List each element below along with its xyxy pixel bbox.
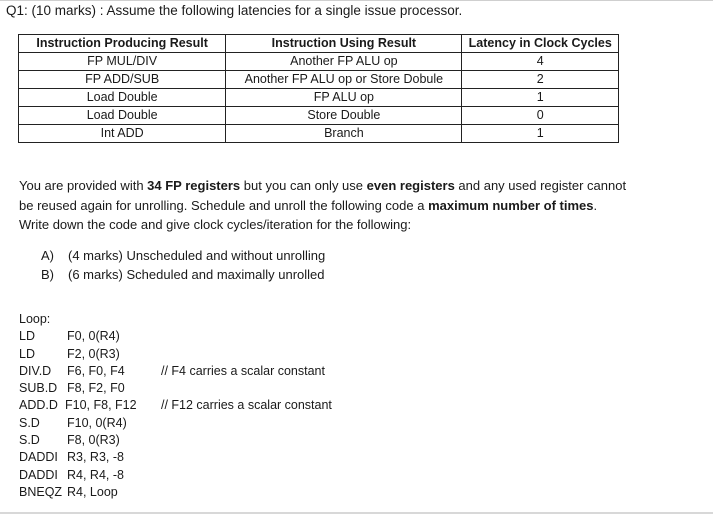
- code-opcode: SUB.D: [19, 381, 58, 396]
- cell-producing: FP ADD/SUB: [19, 71, 226, 89]
- code-opcode: DADDI: [19, 467, 58, 482]
- question-title: Q1: (10 marks) : Assume the following latencies for a single issue processor.: [6, 3, 463, 18]
- cell-latency: 1: [462, 89, 619, 107]
- code-operands: F10, F8, F12: [65, 398, 137, 413]
- code-opcode: LD: [19, 329, 35, 344]
- header-producing: Instruction Producing Result: [19, 35, 226, 53]
- code-operands: R3, R3, -8: [67, 450, 124, 465]
- cell-using: Another FP ALU op: [226, 53, 462, 71]
- cell-latency: 2: [462, 71, 619, 89]
- list-text: (6 marks) Scheduled and maximally unrolled: [68, 267, 325, 282]
- text-span: .: [593, 197, 598, 213]
- cell-producing: Int ADD: [19, 125, 226, 143]
- code-operands: F8, 0(R3): [67, 433, 120, 448]
- code-opcode: BNEQZ: [19, 484, 63, 499]
- loop-label: Loop:: [19, 312, 51, 326]
- list-item: [41, 265, 325, 284]
- text-span: be reused again for unrolling. Schedule and unroll the following code a: [19, 197, 429, 213]
- table-row: [19, 107, 619, 125]
- table-header-row: [19, 35, 619, 53]
- table-row: [19, 71, 619, 89]
- instructions-line-3: Write down the code and give clock cycles/iteration for the following:: [19, 217, 412, 232]
- list-item: [41, 246, 325, 265]
- code-opcode: S.D: [19, 433, 40, 448]
- instructions-paragraph: [19, 176, 639, 235]
- cell-latency: 1: [462, 125, 619, 143]
- code-operands: F0, 0(R4): [67, 329, 120, 344]
- latency-table: [18, 34, 619, 143]
- cell-latency: 4: [462, 53, 619, 71]
- table-row: [19, 89, 619, 107]
- instructions-line-2: [19, 196, 639, 216]
- cell-using: Another FP ALU op or Store Dobule: [226, 71, 462, 89]
- cell-producing: Load Double: [19, 89, 226, 107]
- cell-using: Branch: [226, 125, 462, 143]
- text-span: but you can only use: [240, 178, 367, 193]
- emphasis-maximum-times: maximum number of times: [428, 197, 594, 213]
- table-row: [19, 125, 619, 143]
- code-operands: F10, 0(R4): [67, 415, 127, 430]
- instructions-line-1: [19, 176, 639, 196]
- cell-producing: FP MUL/DIV: [19, 53, 226, 71]
- cell-latency: 0: [462, 107, 619, 125]
- header-latency: Latency in Clock Cycles: [462, 35, 619, 53]
- code-opcode: DADDI: [19, 450, 58, 465]
- header-using: Instruction Using Result: [226, 35, 462, 53]
- emphasis-fp-registers: 34 FP registers: [147, 178, 241, 193]
- code-opcode: S.D: [19, 415, 40, 430]
- list-text: (4 marks) Unscheduled and without unrolling: [68, 248, 326, 263]
- code-operands: F8, F2, F0: [67, 381, 125, 396]
- top-divider: [0, 0, 713, 1]
- code-opcode: ADD.D: [19, 398, 58, 413]
- text-span: You are provided with: [19, 178, 148, 193]
- code-operands: F2, 0(R3): [67, 346, 120, 361]
- code-operands: R4, R4, -8: [67, 467, 124, 482]
- code-opcode: LD: [19, 346, 35, 361]
- code-comment: // F12 carries a scalar constant: [161, 398, 332, 413]
- code-operands: R4, Loop: [67, 484, 118, 499]
- list-marker: B): [41, 267, 54, 282]
- code-operands: F6, F0, F4: [67, 363, 125, 378]
- table-row: [19, 53, 619, 71]
- emphasis-even-registers: even registers: [366, 178, 455, 193]
- text-span: and any used register cannot: [454, 178, 627, 193]
- parts-list: [41, 246, 325, 284]
- list-marker: A): [41, 248, 54, 263]
- code-opcode: DIV.D: [19, 363, 52, 378]
- cell-producing: Load Double: [19, 107, 226, 125]
- cell-using: FP ALU op: [226, 89, 462, 107]
- cell-using: Store Double: [226, 107, 462, 125]
- code-comment: // F4 carries a scalar constant: [161, 363, 325, 378]
